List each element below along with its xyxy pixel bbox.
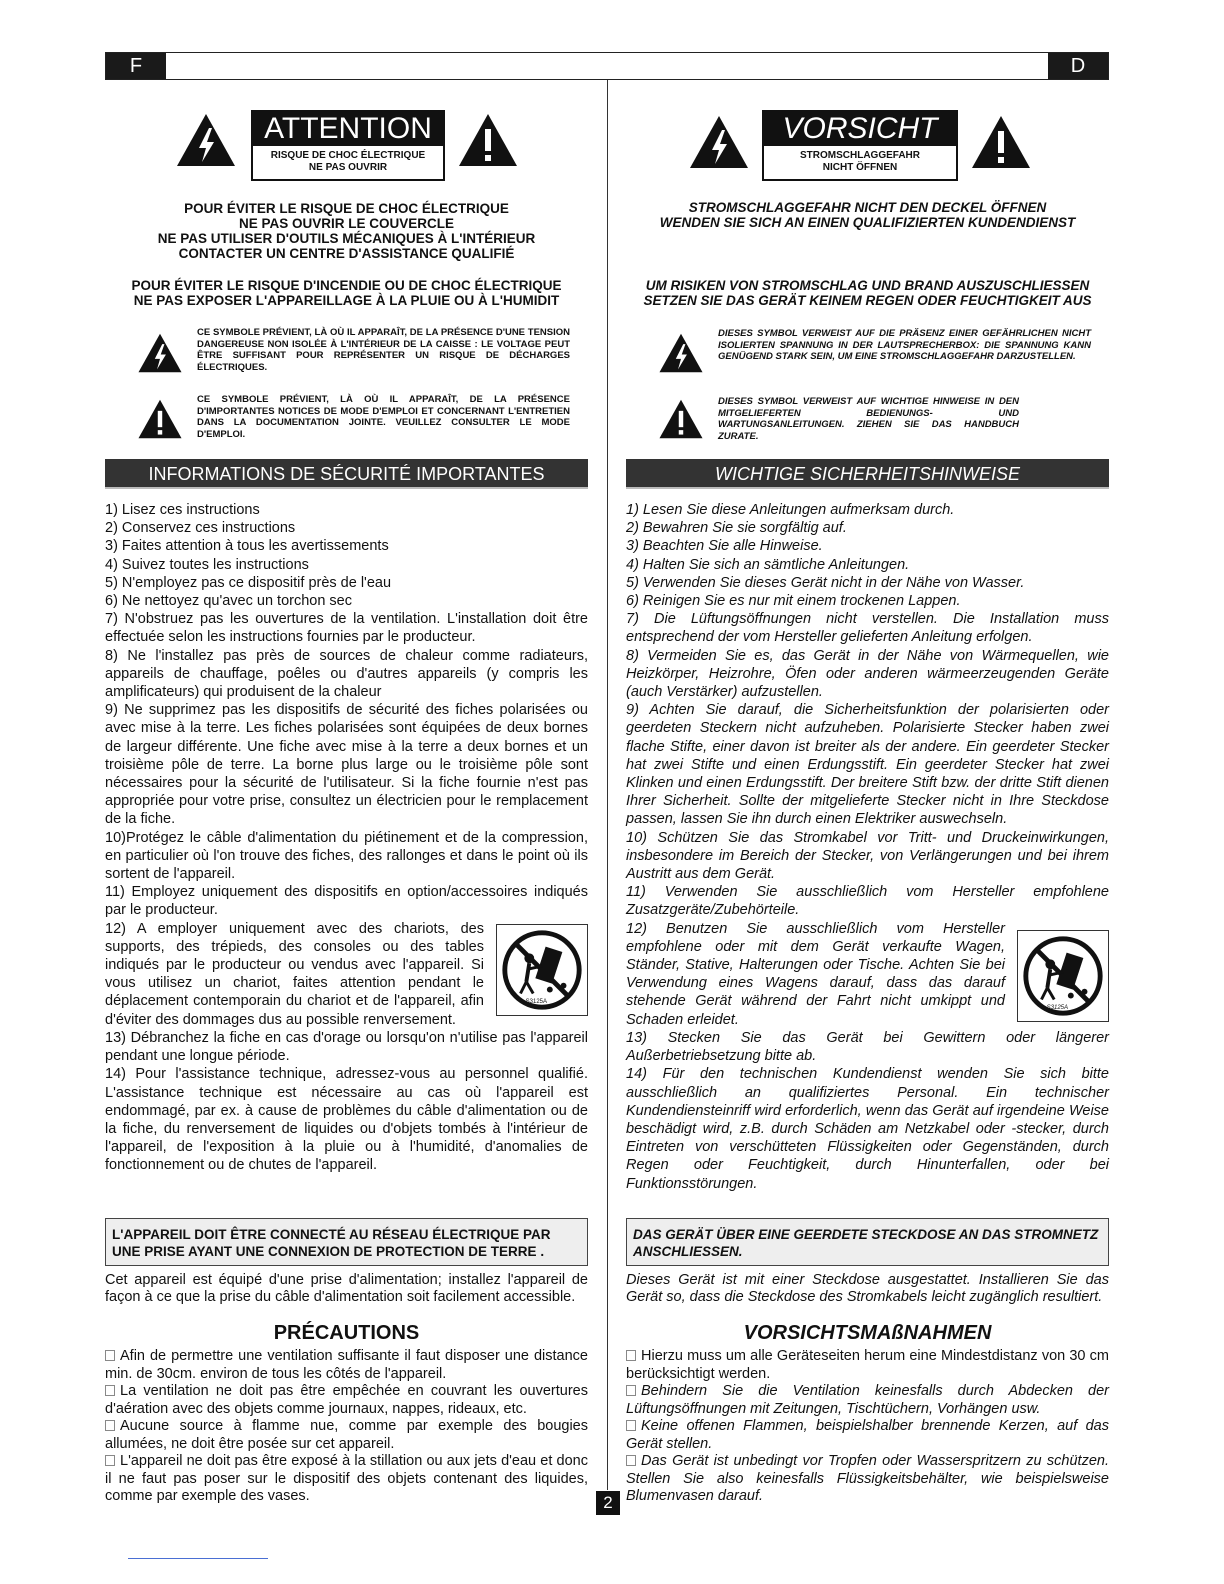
warning-title: ATTENTION <box>253 112 443 146</box>
checkbox-bullet-icon <box>626 1385 636 1396</box>
warning-subtitle-line2: NE PAS OUVRIR <box>308 162 388 173</box>
lightning-symbol-notice <box>105 326 588 380</box>
warning-header <box>626 80 1109 190</box>
caps-line: NE PAS EXPOSER L'APPAREILLAGE À LA PLUIE OU À L'HUMIDIT <box>133 293 560 308</box>
caps-line: UM RISIKEN VON STROMSCHLAG UND BRAND AUSZUSCHLIESSEN <box>645 278 1090 293</box>
warning-box <box>251 110 445 181</box>
warning-subtitle <box>764 146 956 179</box>
list-item: 14) Pour l'assistance technique, adressez-vous au personnel qualifié. L'assistance technique est nécessaire au cas où l'appareil est endommagé, par ex. à cause de problèmes du câble d'alimentation ou de la fiche, du renversement de liquides ou d'objets tombés à l'intérieur de l'appareil, de l'exposition à la pluie ou à l'humidité, d'anomalies de fonctionnement ou de chutes de l'appareil. <box>105 1066 588 1174</box>
warning-box <box>762 110 958 181</box>
warning-title: VORSICHT <box>764 112 956 146</box>
list-item <box>626 1383 1109 1418</box>
list-item: 10) Schützen Sie das Stromkabel vor Tritt- und Druckeinwirkungen, insbesondere im Bereich der Stecker, von Verlängerungen und bei ihrem Austritt aus dem Gerät. <box>626 829 1109 883</box>
caps-line: NE PAS OUVRIR LE COUVERCLE <box>238 216 455 231</box>
lightning-symbol-text: CE SYMBOLE PRÉVIENT, LÀ OÙ IL APPARAÎT, DE LA PRÉSENCE D'UNE TENSION DANGEREUSE NON ISOLÉE À L'INTÉRIEUR DE LA CAISSE : LE VOLTAGE PEUT ÊTRE SUFFISANT POUR REPRÉSENTER UN RISQUE DE DÉCHARGES ÉLECTRIQUES. <box>197 327 570 373</box>
exclamation-warning-icon <box>970 114 1032 170</box>
exclamation-symbol-notice <box>626 392 1109 446</box>
safety-banner: WICHTIGE SICHERHEITSHINWEISE <box>626 459 1109 489</box>
list-item <box>105 920 588 1029</box>
list-item: 5) Verwenden Sie dieses Gerät nicht in der Nähe von Wasser. <box>626 574 1025 591</box>
list-item-text: Das Gerät ist unbedingt vor Tropfen oder Wasserspritzern zu schützen. Stellen Sie also keinesfalls Flüssigkeitsbehälter, wie beispielsweise Blumenvasen darauf. <box>626 1453 1109 1504</box>
earth-connection-notice: DAS GERÄT ÜBER EINE GEERDETE STECKDOSE AN DAS STROMNETZ ANSCHLIESSEN. <box>626 1218 1109 1266</box>
list-item: 9) Ne supprimez pas les dispositifs de sécurité des fiches polarisées ou avec mise à la terre. Les fiches polarisées sont équipées de deux bornes de largeur différente. Une fiche avec mise à la terre a deux bornes et un troisième pôle de terre. La borne plus large ou le troisième pôle sont nécessaires pour la sécurité de l'utilisateur. Si la fiche fournie n'est pas appropriée pour votre prise, consultez un électricien pour le remplacement de la fiche. <box>105 702 588 828</box>
caps-line: WENDEN SIE SICH AN EINEN QUALIFIZIERTEN KUNDENDIENST <box>659 215 1076 230</box>
list-item-text: Keine offenen Flammen, beispielshalber brennende Kerzen, auf das Gerät stellen. <box>626 1418 1109 1452</box>
checkbox-bullet-icon <box>105 1455 115 1466</box>
checkbox-bullet-icon <box>105 1350 115 1361</box>
list-item: 7) Die Lüftungsöffnungen nicht verstellen. Die Installation muss entsprechend der vom Hersteller gelieferten Anleitung erfolgen. <box>626 611 1109 646</box>
checkbox-bullet-icon <box>105 1420 115 1431</box>
cart-image-code: S3125A <box>1046 1005 1068 1012</box>
precautions-list <box>105 1348 588 1506</box>
checkbox-bullet-icon <box>626 1350 636 1361</box>
caps-warning-block-2 <box>105 278 588 308</box>
list-item-text: Hierzu muss um alle Geräteseiten herum eine Mindestdistanz von 30 cm berücksichtigt werden. <box>626 1348 1109 1382</box>
list-item <box>105 1453 588 1506</box>
earth-connection-notice: L'APPAREIL DOIT ÊTRE CONNECTÉ AU RÉSEAU ÉLECTRIQUE PAR UNE PRISE AYANT UNE CONNEXION DE PROTECTION DE TERRE . <box>105 1218 588 1266</box>
list-item: 6) Reinigen Sie es nur mit einem trockenen Lappen. <box>626 593 961 610</box>
caps-warning-block-1 <box>105 201 588 261</box>
checkbox-bullet-icon <box>626 1420 636 1431</box>
checkbox-bullet-icon <box>626 1455 636 1466</box>
list-item-text: L'appareil ne doit pas être exposé à la stillation ou aux jets d'eau et donc il ne faut pas poser sur le dispositif des objets contenant des liquides, comme par exemple des vases. <box>105 1453 588 1504</box>
cart-warning-image <box>1017 930 1109 1022</box>
caps-line: CONTACTER UN CENTRE D'ASSISTANCE QUALIFIÉ <box>178 246 515 261</box>
list-item-text: Afin de permettre une ventilation suffisante il faut disposer une distance min. de 30cm. environ de tous les côtés de l'appareil. <box>105 1348 588 1382</box>
safety-banner: INFORMATIONS DE SÉCURITÉ IMPORTANTES <box>105 459 588 489</box>
list-item: 11) Employez uniquement des dispositifs en option/accessoires indiqués par le producteur. <box>105 884 588 919</box>
precautions-title: VORSICHTSMAßNAHMEN <box>743 1322 992 1344</box>
safety-instructions-list <box>105 501 588 1175</box>
warning-header <box>105 80 588 190</box>
list-item: 7) N'obstruez pas les ouvertures de la ventilation. L'installation doit être effectuée selon les instructions fournies par le producteur. <box>105 611 588 646</box>
precautions-title: PRÉCAUTIONS <box>273 1322 420 1344</box>
caps-line: NE PAS UTILISER D'OUTILS MÉCANIQUES À L'INTÉRIEUR <box>157 231 536 246</box>
warning-subtitle-line2: NICHT ÖFFNEN <box>822 162 898 173</box>
caps-line: POUR ÉVITER LE RISQUE DE CHOC ÉLECTRIQUE <box>184 201 509 216</box>
warning-subtitle-line1: RISQUE DE CHOC ÉLECTRIQUE <box>270 150 426 161</box>
list-item: 4) Suivez toutes les instructions <box>105 556 309 573</box>
list-item: 2) Bewahren Sie sie sorgfältig auf. <box>626 520 847 537</box>
lang-tab-german: D <box>1048 53 1108 79</box>
exclamation-warning-icon <box>457 112 519 168</box>
list-item: 6) Ne nettoyez qu'avec un torchon sec <box>105 593 352 610</box>
lightning-symbol-notice <box>626 326 1109 380</box>
list-item: 1) Lesen Sie diese Anleitungen aufmerksam durch. <box>626 502 955 518</box>
plug-access-text: Cet appareil est équipé d'une prise d'alimentation; installez l'appareil de façon à ce que la prise du câble d'alimentation soit facilement accessible. <box>105 1272 588 1305</box>
checkbox-bullet-icon <box>105 1385 115 1396</box>
list-item: 8) Vermeiden Sie es, das Gerät in der Nähe von Wärmequellen, wie Heizkörper, Heizrohre, Öfen oder anderen wärmeerzeugenden Geräte (auch Verstärker) aufzustellen. <box>626 647 1109 701</box>
list-item: 2) Conservez ces instructions <box>105 520 296 537</box>
list-item-text: 12) Benutzen Sie ausschließlich vom Hersteller empfohlene oder mit dem Gerät verkaufte Wagen, Ständer, Stative, Halterungen oder Tische. Achten Sie bei Verwendung eines Wagens darauf, dass das darauf stehende Gerät während der Fahrt nicht umkippt und Schaden erleidet. <box>626 920 1005 1028</box>
language-header-bar <box>105 52 1109 80</box>
list-item <box>105 1383 588 1418</box>
caps-line: POUR ÉVITER LE RISQUE D'INCENDIE OU DE CHOC ÉLECTRIQUE <box>131 278 562 293</box>
list-item: 5) N'employez pas ce dispositif près de l'eau <box>105 574 392 591</box>
exclamation-symbol-text: DIESES SYMBOL VERWEIST AUF WICHTIGE HINWEISE IN DEN MITGELIEFERTEN BEDIENUNGS- UND WARTUNGSANLEITUNGEN. ZIEHEN SIE DAS HANDBUCH ZURATE. <box>718 396 1019 442</box>
list-item <box>105 1348 588 1383</box>
list-item: 3) Faites attention à tous les avertissements <box>105 538 389 555</box>
lightning-warning-icon <box>175 112 237 168</box>
list-item-text: La ventilation ne doit pas être empêchée en couvrant les ouvertures d'aération avec des objets comme journaux, nappes, rideaux, etc. <box>105 1383 588 1417</box>
list-item-text: Behindern Sie die Ventilation keinesfalls durch Abdecken der Lüftungsöffnungen mit Zeitungen, Tischtüchern, Vorhängen usw. <box>626 1383 1109 1417</box>
list-item: 11) Verwenden Sie ausschließlich vom Hersteller empfohlene Zusatzgeräte/Zubehörteile. <box>626 884 1109 919</box>
exclamation-symbol-icon <box>137 398 183 440</box>
list-item <box>626 1348 1109 1383</box>
warning-subtitle <box>253 146 443 179</box>
column-divider <box>607 80 608 1490</box>
exclamation-symbol-icon <box>658 398 704 440</box>
caps-line: STROMSCHLAGGEFAHR NICHT DEN DECKEL ÖFFNEN <box>688 200 1047 215</box>
list-item-text: 12) A employer uniquement avec des chariots, des supports, des trépieds, des consoles ou des tables indiqués par le producteur ou vendus avec l'appareil. Si vous utilisez un chariot, faites attention pendant le déplacement contemporain du chariot et de l'appareil, afin d'éviter des dommages dus au possible renversement. <box>105 920 484 1028</box>
lightning-symbol-icon <box>658 332 704 374</box>
lang-tab-french: F <box>106 53 166 79</box>
list-item: 1) Lisez ces instructions <box>105 502 260 518</box>
footer-link-line <box>128 1558 268 1559</box>
caps-warning-block-1 <box>626 200 1109 230</box>
precautions-list <box>626 1348 1109 1506</box>
list-item: 10)Protégez le câble d'alimentation du piétinement et de la compression, en particulier où l'on trouve des fiches, des rallonges et dans le point où ils sortent de l'appareil. <box>105 829 588 883</box>
caps-line: SETZEN SIE DAS GERÄT KEINEM REGEN ODER FEUCHTIGKEIT AUS <box>643 293 1092 308</box>
lightning-symbol-icon <box>137 332 183 374</box>
list-item-text: Aucune source à flamme nue, comme par exemple des bougies allumées, ne doit être posée sur cet appareil. <box>105 1418 588 1452</box>
caps-warning-block-2 <box>626 278 1109 308</box>
cart-image-code: S3125A <box>525 999 547 1006</box>
list-item: 9) Achten Sie darauf, die Sicherheitsfunktion der polarisierten oder geerdeten Steckern nicht aufzuheben. Polarisierte Stecker haben zwei flache Stifte, einer davon ist breiter als der andere. Ein geerdeter Stecker hat zwei Stifte und einen Erdungsstift. Ein geerdeter Stecker hat zwei Klinken und einen Erdungsstift. Der breitere Stift bzw. der dritte Stift dienen Ihrer Sicherheit. Sollte der mitgelieferte Stecker nicht in Ihre Steckdose passen, lassen Sie ihn durch einen Elektriker auswechseln. <box>626 702 1109 828</box>
list-item <box>626 1453 1109 1506</box>
list-item: 8) Ne l'installez pas près de sources de chaleur comme radiateurs, appareils de chauffage, poêles ou d'autres appareils (y compris les amplificateurs) qui produisent de la chaleur <box>105 647 588 701</box>
warning-subtitle-line1: STROMSCHLAGGEFAHR <box>800 150 920 161</box>
list-item <box>105 1418 588 1453</box>
list-item: 3) Beachten Sie alle Hinweise. <box>626 538 823 555</box>
list-item: 14) Für den technischen Kundendienst wenden Sie sich bitte ausschließlich an qualifiziertes Personal. Ein technischer Kundendiensteinriff wird erforderlich, wenn das Gerät auf irgendeine Weise beschädigt wird, z.B. durch Schäden am Netzkabel oder -stecker, durch Eintreten von verschütteten Flüssigkeiten oder Gegenständen, durch Regen oder Feuchtigkeit, durch Hinunterfallen, oder bei Funktionsstörungen. <box>626 1066 1109 1192</box>
list-item: 13) Stecken Sie das Gerät bei Gewittern oder längerer Außerbetriebsetzung bitte ab. <box>626 1029 1109 1065</box>
exclamation-symbol-text: CE SYMBOLE PRÉVIENT, LÀ OÙ IL APPARAÎT, DE LA PRÉSENCE D'IMPORTANTES NOTICES DE MODE D'EMPLOI ET CONCERNANT L'ENTRETIEN DANS LA DOCUMENTATION JOINTE. VEUILLEZ CONSULTER LE MODE D'EMPLOI. <box>197 394 570 440</box>
list-item: 13) Débranchez la fiche en cas d'orage ou lorsqu'on n'utilise pas l'appareil pendant une longue période. <box>105 1029 588 1065</box>
safety-instructions-list <box>626 501 1109 1193</box>
lightning-warning-icon <box>688 114 750 170</box>
list-item <box>626 1418 1109 1453</box>
exclamation-symbol-notice <box>105 392 588 446</box>
plug-access-text: Dieses Gerät ist mit einer Steckdose ausgestattet. Installieren Sie das Gerät so, dass die Steckdose des Stromkabels leicht zugänglich resultiert. <box>626 1272 1109 1305</box>
lightning-symbol-text: DIESES SYMBOL VERWEIST AUF DIE PRÄSENZ EINER GEFÄHRLICHEN NICHT ISOLIERTEN SPANNUNG IN DER LAUTSPRECHERBOX: DIE SPANNUNG KANN GENÜGEND STARK SEIN, UM EINE STROMSCHLAGGEFAHR DARZUSTELLEN. <box>718 328 1091 362</box>
list-item <box>626 920 1109 1029</box>
page-number: 2 <box>596 1491 620 1515</box>
list-item: 4) Halten Sie sich an sämtliche Anleitungen. <box>626 556 910 573</box>
cart-warning-image <box>496 924 588 1016</box>
